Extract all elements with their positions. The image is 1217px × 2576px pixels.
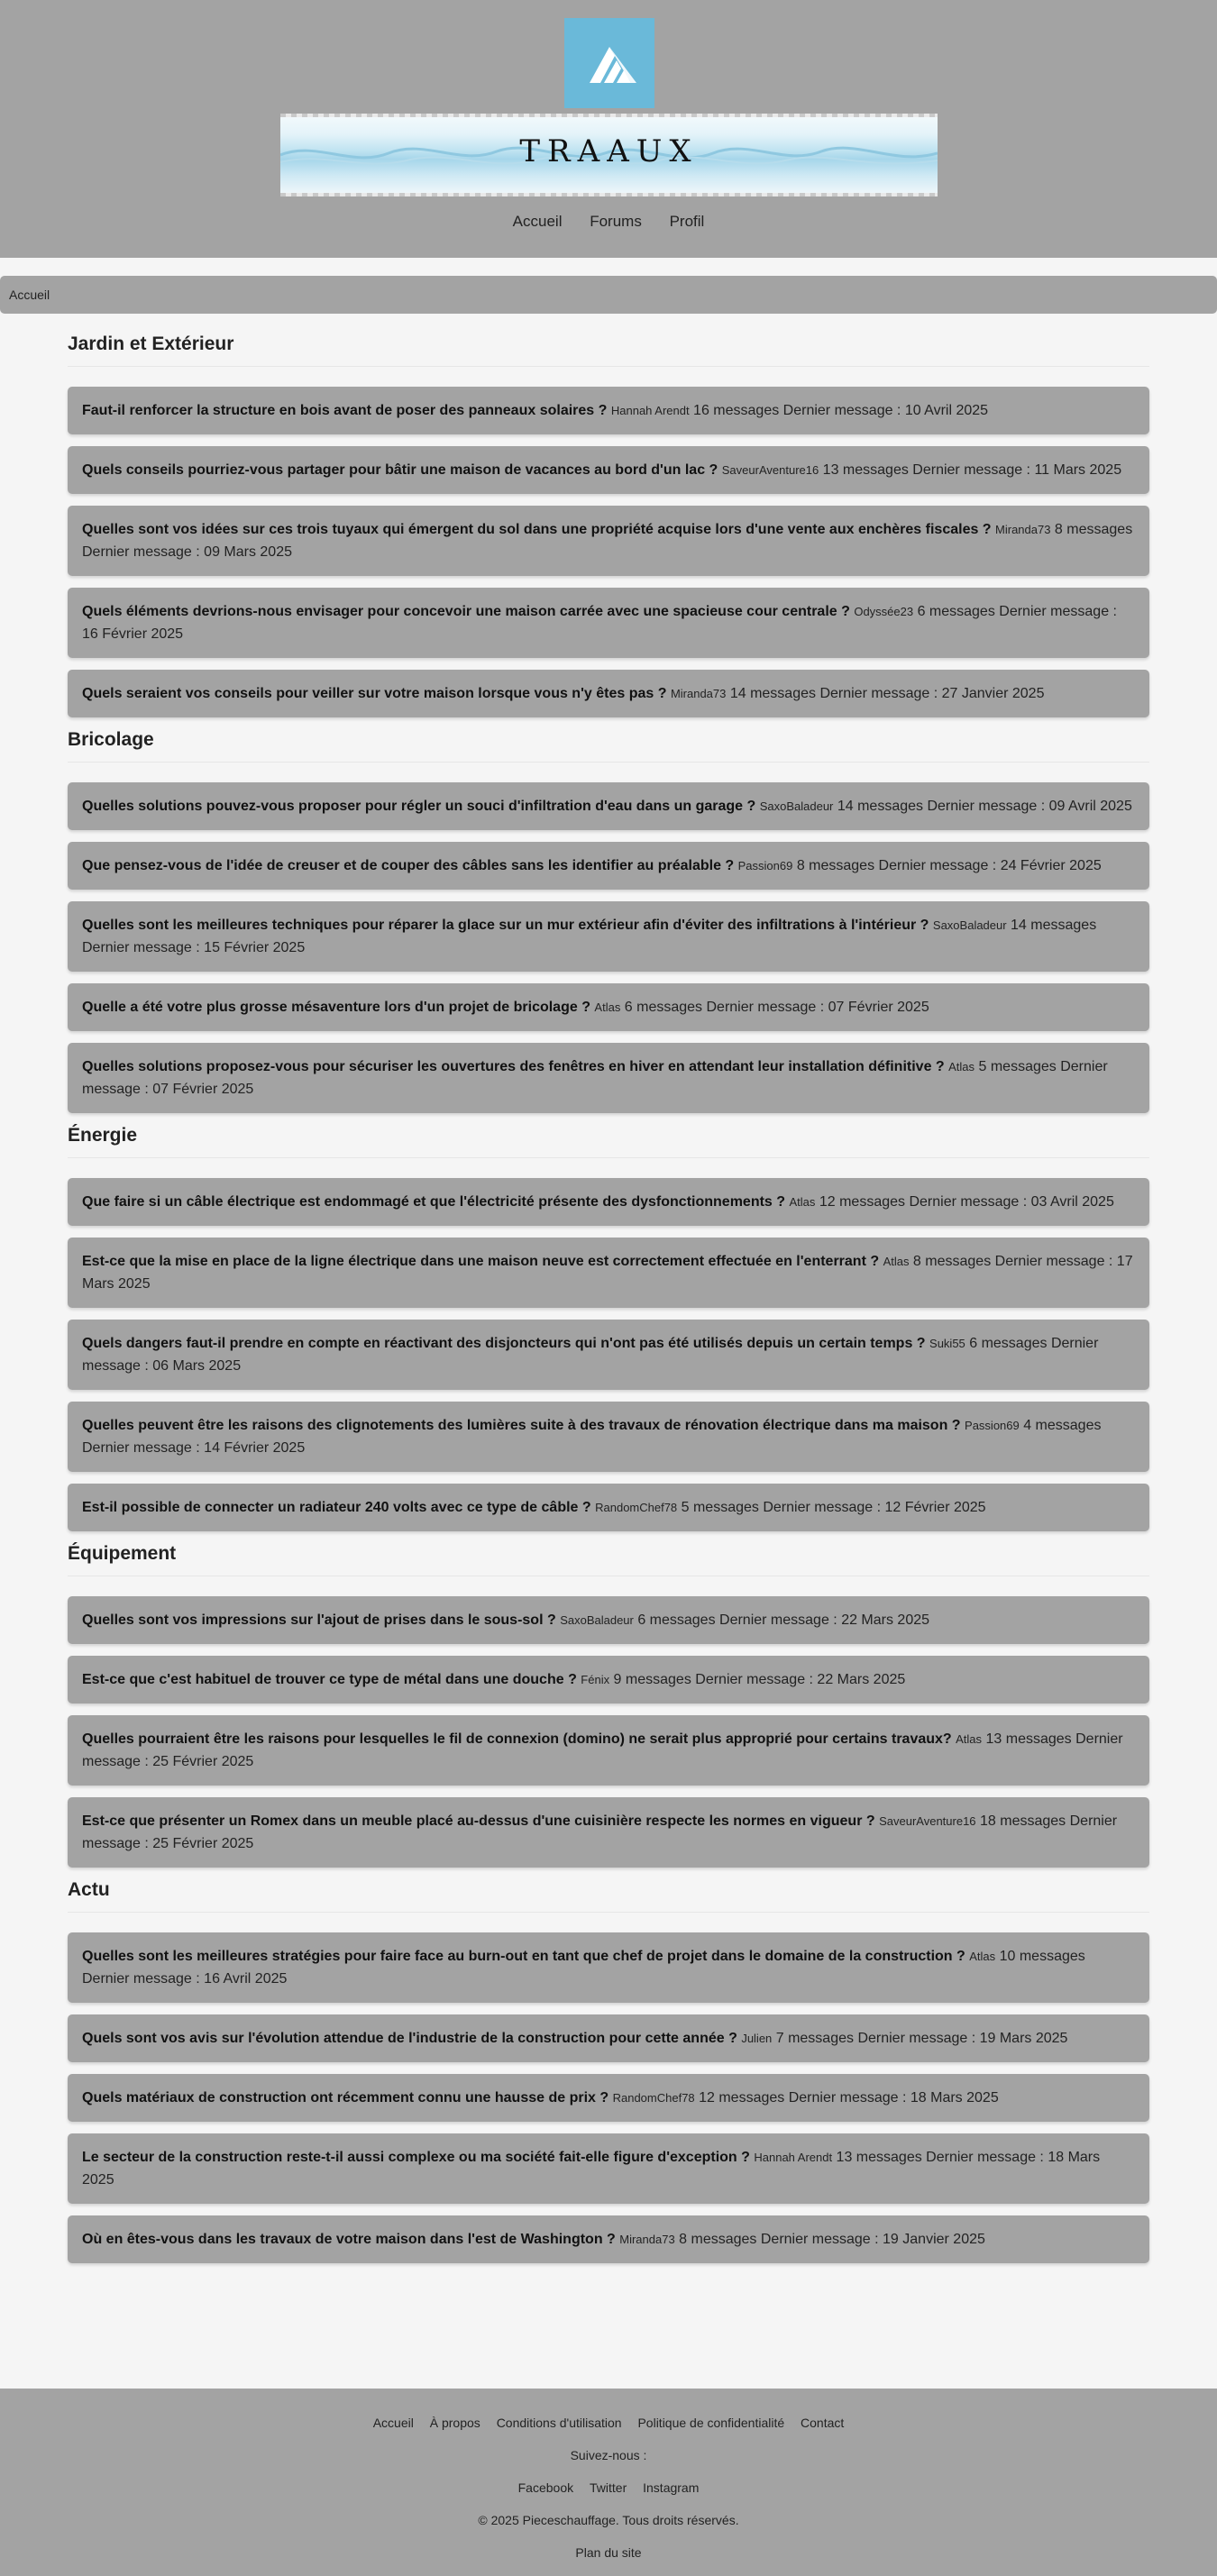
topic-title[interactable]: Quels conseils pourriez-vous partager pour bâtir une maison de vacances au bord d'un lac ? xyxy=(82,462,718,478)
topic-meta: 6 messages Dernier message : 07 Février 2025 xyxy=(624,1000,929,1015)
site-header xyxy=(0,0,1217,258)
follow-label: Suivez-nous : xyxy=(570,2448,647,2462)
topic-author: Atlas xyxy=(956,1732,983,1746)
topic-meta: 5 messages Dernier message : 12 Février 2025 xyxy=(681,1500,986,1515)
topic-author: Atlas xyxy=(883,1255,910,1268)
topic-item[interactable] xyxy=(68,1932,1149,2003)
topic-meta: 6 messages Dernier message : 16 Février 2025 xyxy=(82,604,1117,642)
house-logo-icon xyxy=(564,18,654,108)
banner-border-top xyxy=(280,114,938,117)
banner-title: TRAAUX xyxy=(519,133,699,169)
topic-item[interactable] xyxy=(68,2014,1149,2062)
topic-item[interactable] xyxy=(68,2215,1149,2263)
footer-links xyxy=(0,2416,1217,2430)
topic-author: SaxoBaladeur xyxy=(932,918,1007,932)
nav-link-profil[interactable]: Profil xyxy=(669,213,705,230)
topic-title[interactable]: Quels seraient vos conseils pour veiller sur votre maison lorsque vous n'y êtes pas ? xyxy=(82,686,667,701)
footer-link-confidentialite[interactable]: Politique de confidentialité xyxy=(637,2416,785,2430)
header-banner[interactable] xyxy=(280,114,938,196)
section-divider xyxy=(68,1912,1149,1913)
section-title: Actu xyxy=(68,1879,110,1900)
forum-section xyxy=(68,333,1149,717)
topic-author: Passion69 xyxy=(965,1419,1020,1432)
topic-meta: 14 messages Dernier message : 15 Février 2025 xyxy=(82,918,1097,955)
topic-item[interactable] xyxy=(68,2133,1149,2204)
topic-meta: 10 messages Dernier message : 16 Avril 2025 xyxy=(82,1949,1085,1987)
topic-author: Miranda73 xyxy=(670,687,727,700)
copyright: © 2025 Pieceschauffage. Tous droits réservés. xyxy=(478,2513,739,2527)
topic-meta: 7 messages Dernier message : 19 Mars 2025 xyxy=(775,2031,1068,2046)
social-link-instagram[interactable]: Instagram xyxy=(643,2480,700,2495)
topic-title[interactable]: Est-il possible de connecter un radiateur 240 volts avec ce type de câble ? xyxy=(82,1500,591,1515)
topic-meta: 16 messages Dernier message : 10 Avril 2025 xyxy=(693,403,989,418)
topic-author: Atlas xyxy=(594,1000,621,1014)
topic-meta: 5 messages Dernier message : 07 Février 2025 xyxy=(82,1059,1108,1097)
forum-section xyxy=(68,729,1149,1113)
topic-author: Hannah Arendt xyxy=(610,404,690,417)
topic-author: Hannah Arendt xyxy=(754,2151,833,2164)
topic-item[interactable] xyxy=(68,2074,1149,2122)
topic-title[interactable]: Quels dangers faut-il prendre en compte en réactivant des disjoncteurs qui n'ont pas été utilisés depuis un certain temps ? xyxy=(82,1336,926,1351)
topic-meta: 4 messages Dernier message : 14 Février 2025 xyxy=(82,1418,1102,1456)
forum-section xyxy=(68,1543,1149,1868)
topic-meta: 9 messages Dernier message : 22 Mars 2025 xyxy=(613,1672,906,1687)
sitemap xyxy=(0,2545,1217,2560)
topic-author: Atlas xyxy=(969,1950,996,1963)
topic-item[interactable] xyxy=(68,506,1149,576)
topic-meta: 14 messages Dernier message : 09 Avril 2025 xyxy=(837,799,1132,814)
section-title: Équipement xyxy=(68,1543,177,1564)
topic-title[interactable]: Faut-il renforcer la structure en bois avant de poser des panneaux solaires ? xyxy=(82,403,608,418)
topic-item[interactable] xyxy=(68,1320,1149,1390)
section-divider xyxy=(68,1157,1149,1158)
topic-author: SaveurAventure16 xyxy=(879,1814,976,1828)
topic-title[interactable]: Quelles solutions proposez-vous pour sécuriser les ouvertures des fenêtres en hiver en attendant leur installation définitive ? xyxy=(82,1059,945,1074)
topic-item[interactable] xyxy=(68,983,1149,1031)
topic-title[interactable]: Est-ce que présenter un Romex dans un meuble placé au-dessus d'une cuisinière respecte les normes en vigueur ? xyxy=(82,1813,875,1829)
topic-author: Fénix xyxy=(581,1673,610,1686)
topic-item[interactable] xyxy=(68,1043,1149,1113)
topic-author: Passion69 xyxy=(737,859,793,872)
topic-author: Odyssée23 xyxy=(854,605,914,618)
topic-meta: 8 messages Dernier message : 17 Mars 2025 xyxy=(82,1254,1133,1292)
topic-title[interactable]: Quelles peuvent être les raisons des clignotements des lumières suite à des travaux de rénovation électrique dans ma maison ? xyxy=(82,1418,961,1433)
section-title: Énergie xyxy=(68,1125,138,1146)
topic-title[interactable]: Quelles solutions pouvez-vous proposer pour régler un souci d'infiltration d'eau dans un garage ? xyxy=(82,799,756,814)
footer-link-contact[interactable]: Contact xyxy=(801,2416,845,2430)
topic-meta: 8 messages Dernier message : 24 Février 2025 xyxy=(796,858,1102,873)
forum-content xyxy=(68,333,1149,2275)
topic-item[interactable] xyxy=(68,1402,1149,1472)
topic-meta: 8 messages Dernier message : 09 Mars 2025 xyxy=(82,522,1133,560)
topic-item[interactable] xyxy=(68,1596,1149,1644)
topic-item[interactable] xyxy=(68,446,1149,494)
topic-author: Suki55 xyxy=(929,1337,965,1350)
topic-title[interactable]: Quelles pourraient être les raisons pour lesquelles le fil de connexion (domino) ne serait plus approprié pour certains travaux? xyxy=(82,1731,952,1747)
topic-meta: 13 messages Dernier message : 11 Mars 2025 xyxy=(822,462,1122,478)
topic-meta: 12 messages Dernier message : 03 Avril 2025 xyxy=(819,1194,1114,1210)
social-links xyxy=(0,2480,1217,2495)
nav-link-forums[interactable]: Forums xyxy=(590,213,642,230)
topic-title[interactable]: Quels éléments devrions-nous envisager pour concevoir une maison carrée avec une spacieuse cour centrale ? xyxy=(82,604,850,619)
topic-item[interactable] xyxy=(68,782,1149,830)
topic-author: RandomChef78 xyxy=(595,1501,678,1514)
social-link-facebook[interactable]: Facebook xyxy=(517,2480,574,2495)
forum-section xyxy=(68,1125,1149,1531)
breadcrumb-link-accueil[interactable]: Accueil xyxy=(9,288,50,302)
topic-author: SaveurAventure16 xyxy=(721,463,819,477)
topic-meta: 12 messages Dernier message : 18 Mars 2025 xyxy=(699,2090,999,2106)
topic-title[interactable]: Où en êtes-vous dans les travaux de votre maison dans l'est de Washington ? xyxy=(82,2232,616,2247)
topic-title[interactable]: Le secteur de la construction reste-t-il aussi complexe ou ma société fait-elle figure d'exception ? xyxy=(82,2150,750,2165)
site-logo[interactable] xyxy=(564,18,654,108)
topic-title[interactable]: Que faire si un câble électrique est endommagé et que l'électricité présente des dysfonctionnements ? xyxy=(82,1194,786,1210)
topic-item[interactable] xyxy=(68,1656,1149,1704)
social-link-twitter[interactable]: Twitter xyxy=(590,2480,627,2495)
topic-item[interactable] xyxy=(68,670,1149,717)
footer-link-conditions[interactable]: Conditions d'utilisation xyxy=(496,2416,622,2430)
footer-link-a-propos[interactable]: À propos xyxy=(429,2416,480,2430)
topic-item[interactable] xyxy=(68,1715,1149,1786)
topic-meta: 6 messages Dernier message : 22 Mars 2025 xyxy=(637,1612,930,1628)
topic-meta: 18 messages Dernier message : 25 Février 2025 xyxy=(82,1813,1118,1851)
section-title: Bricolage xyxy=(68,729,154,750)
section-divider xyxy=(68,762,1149,763)
sitemap-link[interactable]: Plan du site xyxy=(575,2545,642,2560)
section-divider xyxy=(68,366,1149,367)
topic-author: Atlas xyxy=(789,1195,816,1209)
topic-title[interactable]: Quels sont vos avis sur l'évolution attendue de l'industrie de la construction pour cette année ? xyxy=(82,2031,737,2046)
topic-title[interactable]: Quelles sont vos impressions sur l'ajout de prises dans le sous-sol ? xyxy=(82,1612,556,1628)
topic-author: RandomChef78 xyxy=(612,2091,695,2105)
breadcrumb xyxy=(0,276,1217,314)
topic-item[interactable] xyxy=(68,842,1149,890)
topic-item[interactable] xyxy=(68,901,1149,972)
topic-item[interactable] xyxy=(68,1797,1149,1868)
banner-border-bottom xyxy=(280,193,938,196)
topic-author: SaxoBaladeur xyxy=(560,1613,634,1627)
topic-title[interactable]: Est-ce que la mise en place de la ligne électrique dans une maison neuve est correctement effectuée en l'enterrant ? xyxy=(82,1254,880,1269)
topic-title[interactable]: Quelles sont vos idées sur ces trois tuyaux qui émergent du sol dans une propriété acquise lors d'une vente aux enchères fiscales ? xyxy=(82,522,992,537)
topic-author: Atlas xyxy=(948,1060,975,1073)
topic-item[interactable] xyxy=(68,387,1149,434)
nav-link-accueil[interactable]: Accueil xyxy=(512,213,563,230)
topic-meta: 8 messages Dernier message : 19 Janvier 2025 xyxy=(679,2232,985,2247)
topic-title[interactable]: Est-ce que c'est habituel de trouver ce type de métal dans une douche ? xyxy=(82,1672,577,1687)
topic-meta: 13 messages Dernier message : 25 Février 2025 xyxy=(82,1731,1123,1769)
topic-author: Miranda73 xyxy=(619,2233,675,2246)
topic-title[interactable]: Quelles sont les meilleures techniques pour réparer la glace sur un mur extérieur afin d'éviter des infiltrations à l'intérieur ? xyxy=(82,918,929,933)
topic-item[interactable] xyxy=(68,1238,1149,1308)
topic-meta: 13 messages Dernier message : 18 Mars 2025 xyxy=(82,2150,1101,2188)
topic-title[interactable]: Quelle a été votre plus grosse mésaventure lors d'un projet de bricolage ? xyxy=(82,1000,590,1015)
topic-item[interactable] xyxy=(68,1178,1149,1226)
site-footer xyxy=(0,2389,1217,2576)
topic-title[interactable]: Que pensez-vous de l'idée de creuser et de couper des câbles sans les identifier au préalable ? xyxy=(82,858,735,873)
topic-meta: 6 messages Dernier message : 06 Mars 2025 xyxy=(82,1336,1099,1374)
topic-title[interactable]: Quels matériaux de construction ont récemment connu une hausse de prix ? xyxy=(82,2090,609,2106)
topic-author: Miranda73 xyxy=(995,523,1051,536)
topic-meta: 14 messages Dernier message : 27 Janvier 2025 xyxy=(729,686,1045,701)
footer-link-accueil[interactable]: Accueil xyxy=(372,2416,414,2430)
topic-author: Julien xyxy=(741,2032,773,2045)
topic-author: SaxoBaladeur xyxy=(759,799,834,813)
topic-item[interactable] xyxy=(68,1484,1149,1531)
topic-title[interactable]: Quelles sont les meilleures stratégies pour faire face au burn-out en tant que chef de projet dans le domaine de la construction ? xyxy=(82,1949,965,1964)
forum-section xyxy=(68,1879,1149,2263)
main-nav xyxy=(0,213,1217,231)
topic-item[interactable] xyxy=(68,588,1149,658)
section-title: Jardin et Extérieur xyxy=(68,333,234,354)
